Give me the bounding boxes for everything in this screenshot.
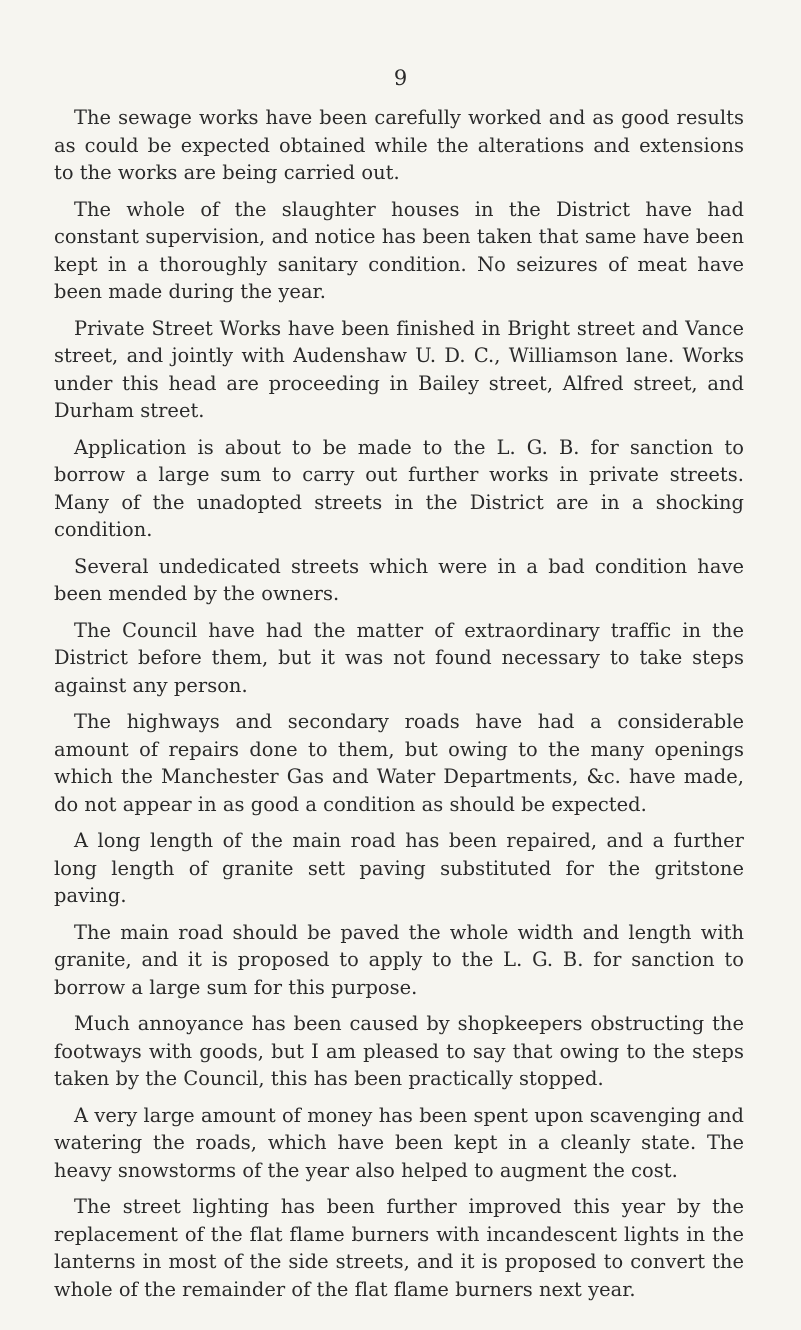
- paragraph-private-street-works: Private Street Works have been finished in Bright street and Vance street, and jointly with Audenshaw U. D. C., Williamson lane. Works under this head are proceeding in Bailey street, Alfred street, and Durham street.: [54, 316, 744, 422]
- paragraph-main-road-granite: The main road should be paved the whole width and length with granite, and it is proposed to apply to the L. G. B. for sanction to borrow a large sum for this purpose.: [54, 920, 744, 999]
- paragraph-main-road-repaired: A long length of the main road has been repaired, and a further long length of granite sett paving substituted for the gritstone paving.: [54, 829, 744, 907]
- page-number: 9: [393, 66, 408, 90]
- paragraph-undedicated-streets: Several undedicated streets which were in a bad condition have been mended by the owners.: [54, 554, 744, 605]
- paragraph-sewage-works: The sewage works have been carefully worked and as good results as could be expected obtained while the alterations and extensions to the works are being carried out.: [54, 106, 744, 184]
- body-text: [54, 104, 744, 1303]
- paragraph-highways: The highways and secondary roads have had a considerable amount of repairs done to them, but owing to the many openings which the Manchester Gas and Water Departments, &c. have made, do not appear in as good a condition as should be expected.: [54, 710, 744, 816]
- paragraph-street-lighting: The street lighting has been further improved this year by the replacement of the flat flame burners with incandescent lights in the lanterns in most of the side streets, and it is proposed to convert the whole of the remainder of the flat flame burners next year.: [54, 1195, 744, 1301]
- paragraph-scavenging: A very large amount of money has been spent upon scavenging and watering the roads, which have been kept in a cleanly state. The heavy snowstorms of the year also helped to augment the cost.: [54, 1103, 744, 1182]
- paragraph-application-lgb: Application is about to be made to the L. G. B. for sanction to borrow a large sum to carry out further works in private streets. Many of the unadopted streets in the District are in a shocking condition.: [54, 435, 744, 541]
- paragraph-shopkeepers: Much annoyance has been caused by shopkeepers obstructing the footways with goods, but I am pleased to say that owing to the steps taken by the Council, this has been practically stopped.: [54, 1012, 744, 1090]
- paragraph-extraordinary-traffic: The Council have had the matter of extraordinary traffic in the District before them, but it was not found necessary to take steps against any person.: [54, 618, 744, 697]
- paragraph-slaughter-houses: The whole of the slaughter houses in the District have had constant supervision, and notice has been taken that same have been kept in a thoroughly sanitary condition. No seizures of meat have been made during the year.: [54, 197, 744, 303]
